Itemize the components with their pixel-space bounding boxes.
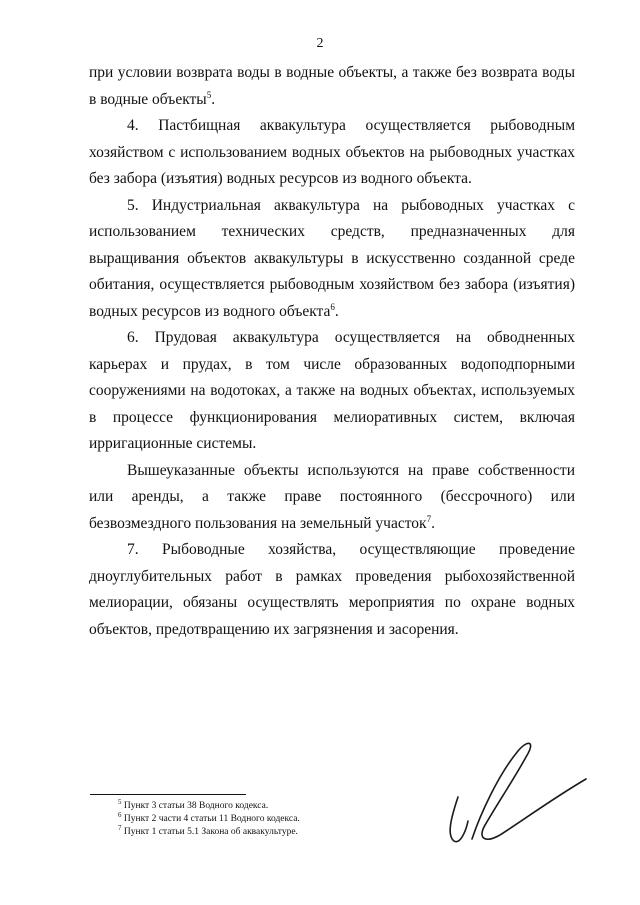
footnote-mark: 6 (118, 810, 122, 819)
paragraph-item-7 (89, 537, 575, 643)
paragraph-text: 6. Прудовая аквакультура осуществляется на обводненных карьерах и прудах, в том числе образованных водоподпорными сооружениями на водотоках, а также на водных объектах, используемых в процессе функционирования мелиоративных систем, включая ирригационные системы. (89, 329, 575, 452)
footnotes (118, 797, 300, 839)
page-number: 2 (316, 36, 324, 51)
footnote-text: Пункт 3 статьи 38 Водного кодекса. (121, 801, 269, 811)
paragraph-objects-rights (89, 458, 575, 538)
paragraph-tail: . (211, 90, 216, 108)
paragraph-text: 5. Индустриальная аквакультура на рыбоводных участках с использованием технических средств, предназначенных для выращивания объектов аквакультуры в искусственно созданной среде обитания, осуществляется рыбоводным хозяйством без забора (изъятия) водных ресурсов из водного объекта (89, 196, 575, 320)
paragraph-text: Вышеуказанные объекты используются на праве собственности или аренды, а также праве постоянного (бессрочного) или безвозмездного пользования на земельный участок (89, 461, 575, 532)
footnote-mark: 5 (118, 797, 122, 806)
footnote (118, 797, 300, 813)
paragraph-text: при условии возврата воды в водные объекты, а также без возврата воды в водные объекты (89, 64, 575, 108)
paragraph-text: 7. Рыбоводные хозяйства, осуществляющие проведение дноуглубительных работ в рамках проведения рыбохозяйственной мелиорации, обязаны осуществлять мероприятия по охране водных объектов, предотвращению их загрязнения и засорения. (89, 541, 575, 638)
body-text (89, 60, 575, 643)
paragraph-item-4 (89, 113, 575, 193)
footnote-text: Пункт 1 статьи 5.1 Закона об аквакультуре. (121, 827, 298, 837)
paragraph-item-6 (89, 325, 575, 458)
footnote-separator (90, 794, 246, 795)
paragraph-item-5 (89, 193, 575, 326)
footnote-text: Пункт 2 части 4 статьи 11 Водного кодекса. (121, 814, 300, 824)
footnote-ref: 5 (206, 89, 212, 100)
handwritten-signature (440, 735, 590, 850)
footnote (118, 810, 300, 826)
footnote-ref: 7 (426, 513, 432, 524)
paragraph-tail: . (431, 514, 435, 532)
paragraph-continuation (89, 60, 575, 113)
footnote-mark: 7 (118, 823, 122, 832)
footnote (118, 823, 300, 839)
paragraph-text: 4. Пастбищная аквакультура осуществляется рыбоводным хозяйством с использованием водных объектов на рыбоводных участках без забора (изъятия) водных ресурсов из водного объекта. (89, 117, 575, 187)
paragraph-tail: . (334, 302, 339, 320)
footnote-ref: 6 (330, 301, 335, 312)
